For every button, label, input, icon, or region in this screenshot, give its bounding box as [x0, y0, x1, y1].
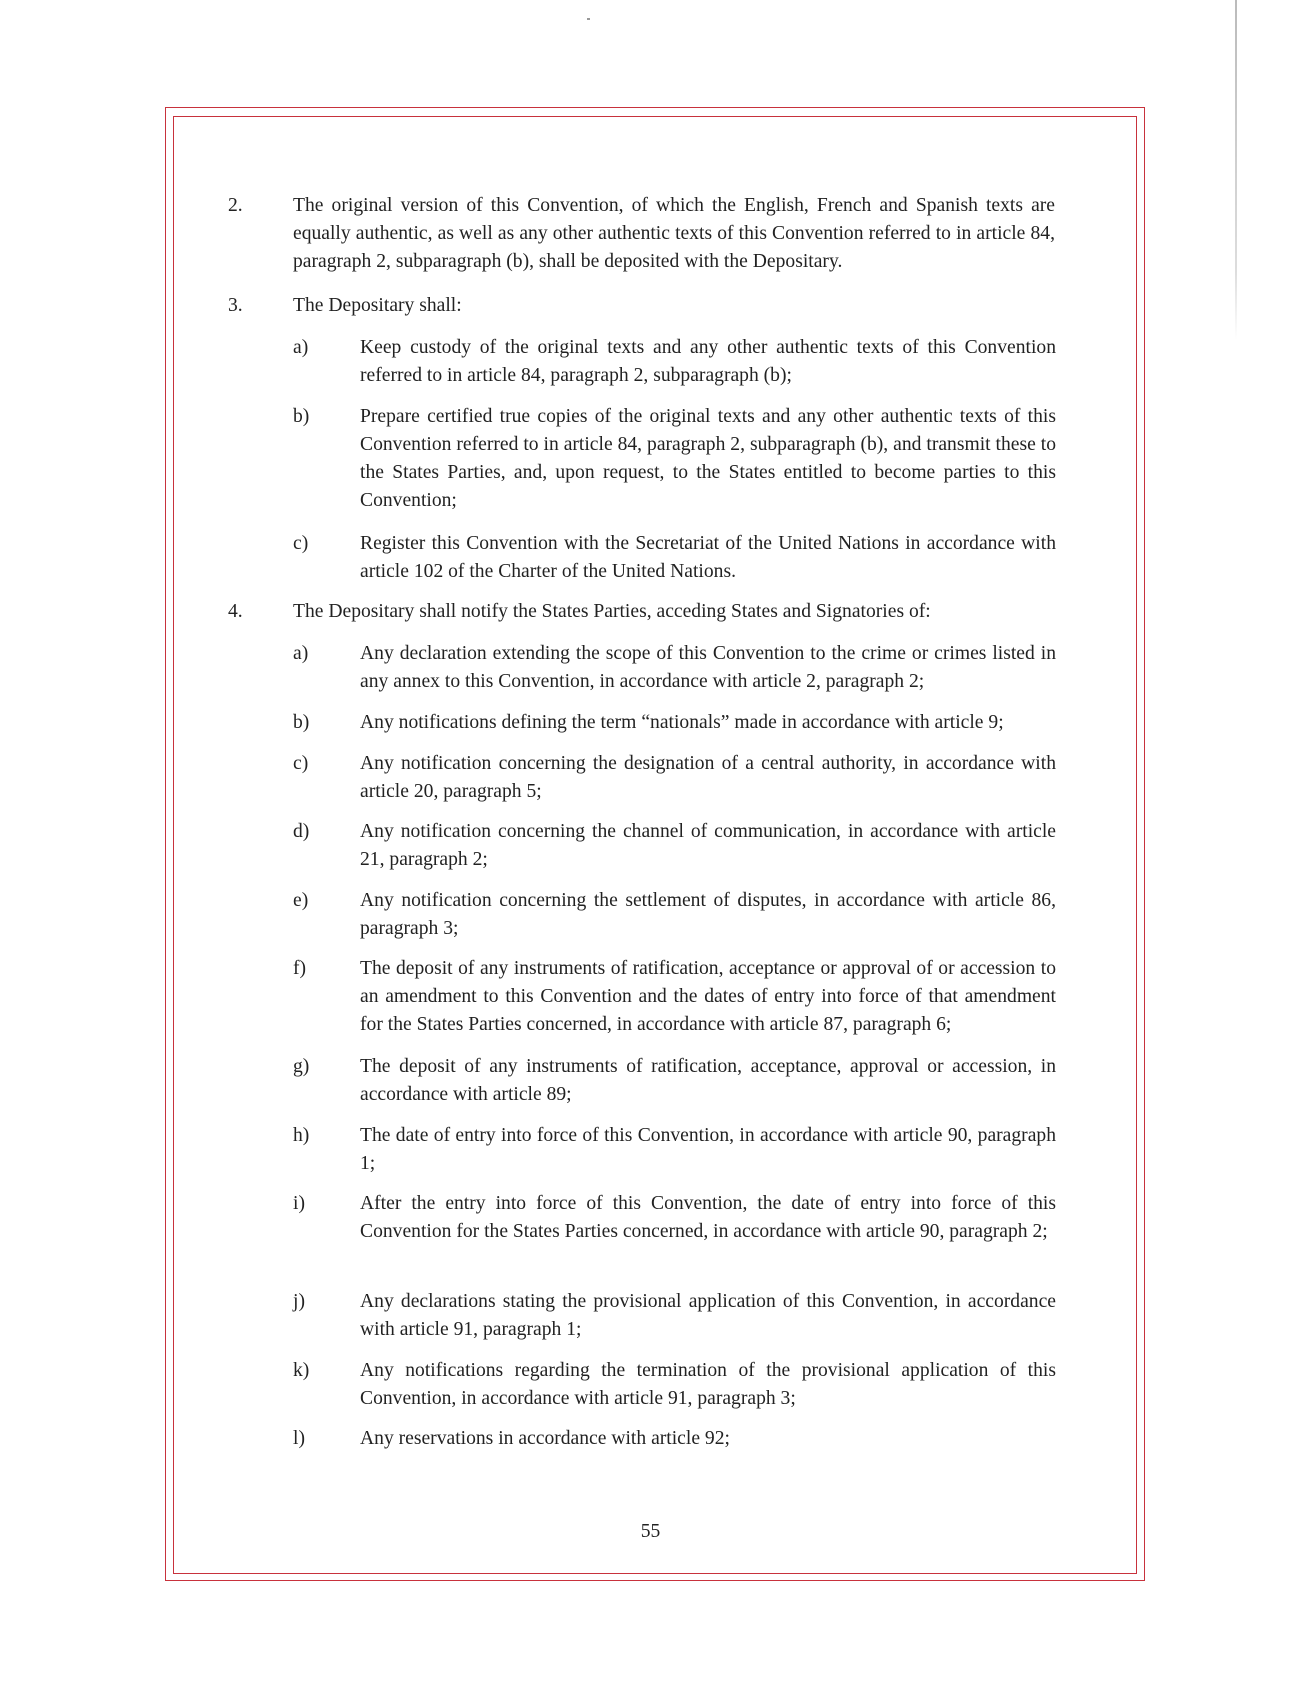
item-label: l)	[293, 1428, 305, 1449]
item-label: j)	[293, 1291, 305, 1312]
item-text: The date of entry into force of this Convention, in accordance with article 90, paragraph 1;	[360, 1125, 1056, 1174]
item-label: b)	[293, 712, 310, 733]
paragraph-number: 3.	[228, 295, 243, 316]
item-text: Keep custody of the original texts and any other authentic texts of this Convention referred to in article 84, paragraph 2, subparagraph (b);	[360, 337, 1056, 386]
scan-edge-line	[1235, 0, 1237, 340]
item-label: a)	[293, 337, 309, 358]
item-text: Register this Convention with the Secretariat of the United Nations in accordance with article 102 of the Charter of the United Nations.	[360, 533, 1056, 582]
item-label: a)	[293, 643, 309, 664]
item-text: Any notification concerning the designation of a central authority, in accordance with article 20, paragraph 5;	[360, 753, 1056, 802]
item-text: Prepare certified true copies of the original texts and any other authentic texts of this Convention referred to in article 84, paragraph 2, subparagraph (b), and transmit these to the States Parties, and, upon request, to the States entitled to become parties to this Convention;	[360, 406, 1056, 511]
page-number: 55	[640, 1521, 661, 1542]
item-label: b)	[293, 406, 310, 427]
item-label: c)	[293, 533, 309, 554]
paragraph-number: 4.	[228, 601, 243, 622]
paragraph-2-text: The original version of this Convention, of which the English, French and Spanish texts are equally authentic, as well as any other authentic texts of this Convention referred to in article 84, paragraph 2, subparagraph (b), shall be deposited with the Depositary.	[293, 195, 1055, 272]
paragraph-number: 2.	[228, 195, 243, 216]
item-text: Any notification concerning the settlement of disputes, in accordance with article 86, paragraph 3;	[360, 890, 1056, 939]
item-text: Any declaration extending the scope of this Convention to the crime or crimes listed in any annex to this Convention, in accordance with article 2, paragraph 2;	[360, 643, 1056, 692]
item-text: After the entry into force of this Convention, the date of entry into force of this Convention for the States Parties concerned, in accordance with article 90, paragraph 2;	[360, 1193, 1056, 1242]
item-text: The deposit of any instruments of ratification, acceptance or approval of or accession to an amendment to this Convention and the dates of entry into force of that amendment for the States Parties concerned, in accordance with article 87, paragraph 6;	[360, 958, 1056, 1035]
item-text: Any notifications regarding the termination of the provisional application of this Convention, in accordance with article 91, paragraph 3;	[360, 1360, 1056, 1409]
item-text: Any reservations in accordance with article 92;	[360, 1428, 730, 1449]
paragraph-3-text: The Depositary shall:	[293, 295, 462, 316]
item-text: The deposit of any instruments of ratification, acceptance, approval or accession, in accordance with article 89;	[360, 1056, 1056, 1105]
item-text: Any notifications defining the term “nationals” made in accordance with article 9;	[360, 712, 1004, 733]
item-label: h)	[293, 1125, 310, 1146]
item-label: g)	[293, 1056, 310, 1077]
item-label: f)	[293, 958, 307, 979]
item-label: i)	[293, 1193, 305, 1214]
item-label: e)	[293, 890, 309, 911]
item-text: Any notification concerning the channel of communication, in accordance with article 21, paragraph 2;	[360, 821, 1056, 870]
item-label: d)	[293, 821, 310, 842]
paragraph-4-text: The Depositary shall notify the States Parties, acceding States and Signatories of:	[293, 601, 931, 622]
item-label: c)	[293, 753, 309, 774]
item-text: Any declarations stating the provisional application of this Convention, in accordance with article 91, paragraph 1;	[360, 1291, 1056, 1340]
item-label: k)	[293, 1360, 310, 1381]
scan-speck	[587, 18, 590, 20]
